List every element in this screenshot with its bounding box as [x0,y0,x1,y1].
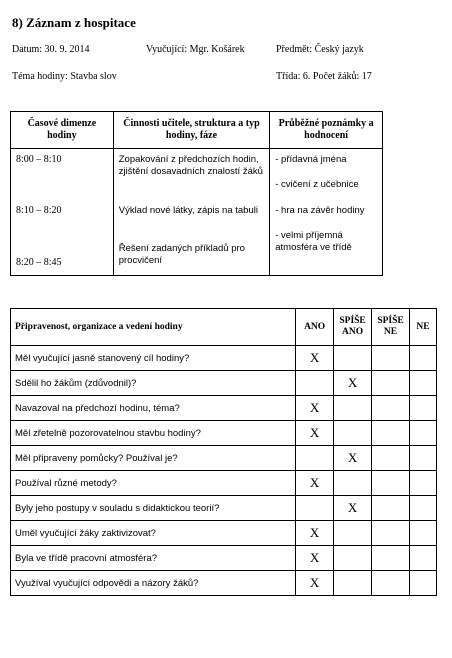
mark-ne [410,471,437,496]
mark-spise-ano [334,571,372,596]
column-header-spise-ano: SPÍŠE ANO [334,309,372,346]
question-cell: Sdělil ho žákům (zdůvodnil)? [11,371,296,396]
mark-spise-ano [334,396,372,421]
question-cell: Uměl vyučující žáky zaktivizovat? [11,521,296,546]
table-row [11,471,437,496]
mark-spise-ano: X [334,446,372,471]
mark-spise-ano [334,546,372,571]
question-cell: Používal různé metody? [11,471,296,496]
mark-ne [410,571,437,596]
table-row [11,571,437,596]
table-row [11,149,383,276]
mark-spise-ano: X [334,371,372,396]
mark-ano [296,371,334,396]
teacher-label: Vyučující: Mgr. Košárek [146,44,245,55]
mark-spise-ano: X [334,496,372,521]
mark-ne [410,396,437,421]
activity-text: Výklad nové látky, zápis na tabuli [118,205,258,216]
column-header-spise-ne: SPÍŠE NE [372,309,410,346]
notes-cell [270,149,383,276]
activities-cell [113,149,270,276]
mark-spise-ne [372,521,410,546]
mark-ne [410,521,437,546]
column-header-ne: NE [410,309,437,346]
question-cell: Využíval vyučující odpovědi a názory žáků? [11,571,296,596]
mark-spise-ano [334,421,372,446]
question-cell: Měl zřetelně pozorovatelnou stavbu hodiny? [11,421,296,446]
table-row [11,396,437,421]
mark-ne [410,346,437,371]
column-header-question: Připravenost, organizace a vedení hodiny [11,309,296,346]
question-cell: Byly jeho postupy v souladu s didaktickou teorií? [11,496,296,521]
table-row [11,521,437,546]
column-header-activities: Činnosti učitele, struktura a typ hodiny, fáze [113,112,270,149]
table-row [11,371,437,396]
mark-spise-ano [334,346,372,371]
time-slot: 8:00 – 8:10 [16,154,62,165]
activity-text: Zopakování z předchozích hodin, zjištění dosavadních znalostí žáků [118,154,263,177]
mark-spise-ne [372,471,410,496]
mark-spise-ne [372,571,410,596]
column-header-ano: ANO [296,309,334,346]
mark-ne [410,446,437,471]
mark-ano: X [296,546,334,571]
time-slot: 8:20 – 8:45 [16,257,62,268]
activity-text: Řešení zadaných příkladů pro procvičení [118,243,245,266]
table-row [11,446,437,471]
mark-ne [410,421,437,446]
table-row [11,496,437,521]
question-cell: Navazoval na předchozí hodinu, téma? [11,396,296,421]
question-cell: Měl připraveny pomůcky? Používal je? [11,446,296,471]
mark-ano: X [296,521,334,546]
question-cell: Měl vyučující jasně stanovený cíl hodiny? [11,346,296,371]
time-cell [11,149,114,276]
time-slot: 8:10 – 8:20 [16,205,62,216]
mark-ne [410,371,437,396]
column-header-time: Časové dimenze hodiny [11,112,114,149]
mark-spise-ne [372,546,410,571]
table-row [11,346,437,371]
mark-ano: X [296,346,334,371]
note-text: - velmi příjemná atmosféra ve třídě [275,230,352,253]
table-header-row [11,309,437,346]
mark-ne [410,546,437,571]
mark-spise-ne [372,421,410,446]
column-header-notes: Průběžné poznámky a hodnocení [270,112,383,149]
mark-ano: X [296,471,334,496]
note-text: - hra na závěr hodiny [275,205,365,216]
note-text: - přídavná jména [275,154,347,165]
mark-spise-ano [334,521,372,546]
evaluation-table [10,308,437,596]
topic-label: Téma hodiny: Stavba slov [12,71,117,82]
question-cell: Byla ve třídě pracovní atmosféra? [11,546,296,571]
mark-spise-ne [372,496,410,521]
mark-ano: X [296,571,334,596]
mark-spise-ano [334,471,372,496]
table-row [11,421,437,446]
date-label: Datum: 30. 9. 2014 [12,44,90,55]
mark-ano [296,446,334,471]
mark-ano: X [296,396,334,421]
lesson-timeline-table [10,111,383,276]
mark-spise-ne [372,446,410,471]
class-info-label: Třída: 6. Počet žáků: 17 [276,71,372,82]
mark-spise-ne [372,396,410,421]
table-header-row [11,112,383,149]
table-row [11,546,437,571]
mark-spise-ne [372,371,410,396]
page-title: 8) Záznam z hospitace [12,15,136,30]
mark-ne [410,496,437,521]
subject-label: Předmět: Český jazyk [276,44,364,55]
note-text: - cvičení z učebnice [275,179,359,190]
mark-spise-ne [372,346,410,371]
mark-ano [296,496,334,521]
mark-ano: X [296,421,334,446]
